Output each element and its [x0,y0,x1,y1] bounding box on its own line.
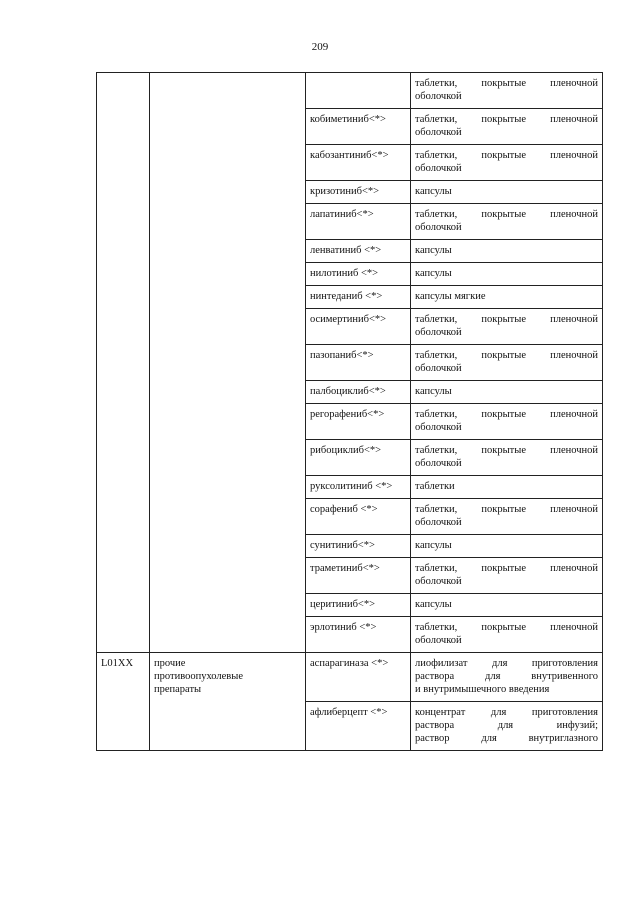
group-name-cell [150,73,306,653]
dosage-form-line: капсулы мягкие [415,291,486,302]
atc-code-cell [97,73,150,653]
dosage-form-cell [411,309,603,345]
dosage-form-line: оболочкой [415,327,462,338]
dosage-form-line: оболочкой [415,91,462,102]
dosage-form-line: оболочкой [415,458,462,469]
dosage-form-cell [411,535,603,558]
drug-name-cell: палбоциклиб<*> [306,381,411,404]
dosage-form-cell [411,617,603,653]
dosage-form-line: оболочкой [415,222,462,233]
drug-name-cell: траметиниб<*> [306,558,411,594]
dosage-form-line: концентрат для приготовления [415,707,598,718]
drug-name-cell: афлиберцепт <*> [306,702,411,751]
dosage-form-line: таблетки, покрытые пленочной [415,78,598,89]
dosage-form-line: оболочкой [415,517,462,528]
dosage-form-line: таблетки, покрытые пленочной [415,350,598,361]
drug-name-cell: аспарагиназа <*> [306,653,411,702]
table-row [97,73,603,109]
drug-name-cell: кризотиниб<*> [306,181,411,204]
drug-name-cell: рибоциклиб<*> [306,440,411,476]
dosage-form-cell [411,286,603,309]
dosage-form-line: лиофилизат для приготовления [415,658,598,669]
dosage-form-line: таблетки, покрытые пленочной [415,504,598,515]
dosage-form-line: оболочкой [415,635,462,646]
dosage-form-line: раствор для внутриглазного [415,733,598,744]
dosage-form-line: капсулы [415,540,452,551]
dosage-form-line: таблетки, покрытые пленочной [415,114,598,125]
drug-table [96,72,603,751]
dosage-form-line: оболочкой [415,163,462,174]
dosage-form-line: раствора для внутривенного [415,671,598,682]
dosage-form-line: и внутримышечного введения [415,684,550,695]
dosage-form-line: таблетки [415,481,455,492]
dosage-form-line: капсулы [415,268,452,279]
dosage-form-cell [411,204,603,240]
dosage-form-cell [411,594,603,617]
dosage-form-line: капсулы [415,245,452,256]
dosage-form-line: оболочкой [415,127,462,138]
dosage-form-cell [411,440,603,476]
dosage-form-cell [411,240,603,263]
page-number: 209 [311,41,329,53]
drug-name-cell: лапатиниб<*> [306,204,411,240]
drug-name-cell: сорафениб <*> [306,499,411,535]
dosage-form-cell [411,145,603,181]
dosage-form-line: таблетки, покрытые пленочной [415,150,598,161]
dosage-form-cell [411,345,603,381]
dosage-form-line: оболочкой [415,363,462,374]
drug-name-cell: регорафениб<*> [306,404,411,440]
dosage-form-cell [411,702,603,751]
dosage-form-line: таблетки, покрытые пленочной [415,209,598,220]
table-row [97,653,603,702]
dosage-form-line: таблетки, покрытые пленочной [415,622,598,633]
dosage-form-cell [411,653,603,702]
dosage-form-line: раствора для инфузий; [415,720,598,731]
drug-name-cell: нилотиниб <*> [306,263,411,286]
dosage-form-cell [411,404,603,440]
dosage-form-cell [411,499,603,535]
atc-code-cell: L01XX [97,653,150,751]
drug-name-cell: пазопаниб<*> [306,345,411,381]
dosage-form-cell [411,381,603,404]
dosage-form-cell [411,109,603,145]
group-name-cell: прочие противоопухолевые препараты [150,653,306,751]
dosage-form-cell [411,558,603,594]
dosage-form-line: таблетки, покрытые пленочной [415,445,598,456]
dosage-form-line: капсулы [415,386,452,397]
dosage-form-line: оболочкой [415,576,462,587]
drug-name-cell: эрлотиниб <*> [306,617,411,653]
drug-name-cell: кобиметиниб<*> [306,109,411,145]
dosage-form-cell [411,73,603,109]
dosage-form-line: таблетки, покрытые пленочной [415,314,598,325]
dosage-form-cell [411,181,603,204]
drug-name-cell: церитиниб<*> [306,594,411,617]
drug-name-cell: руксолитиниб <*> [306,476,411,499]
dosage-form-line: оболочкой [415,422,462,433]
dosage-form-line: капсулы [415,186,452,197]
dosage-form-cell [411,263,603,286]
drug-name-cell: кабозантиниб<*> [306,145,411,181]
dosage-form-line: таблетки, покрытые пленочной [415,409,598,420]
dosage-form-line: капсулы [415,599,452,610]
dosage-form-line: таблетки, покрытые пленочной [415,563,598,574]
drug-name-cell: ленватиниб <*> [306,240,411,263]
drug-name-cell: осимертиниб<*> [306,309,411,345]
drug-name-cell: сунитиниб<*> [306,535,411,558]
dosage-form-cell [411,476,603,499]
drug-name-cell [306,73,411,109]
drug-name-cell: нинтеданиб <*> [306,286,411,309]
